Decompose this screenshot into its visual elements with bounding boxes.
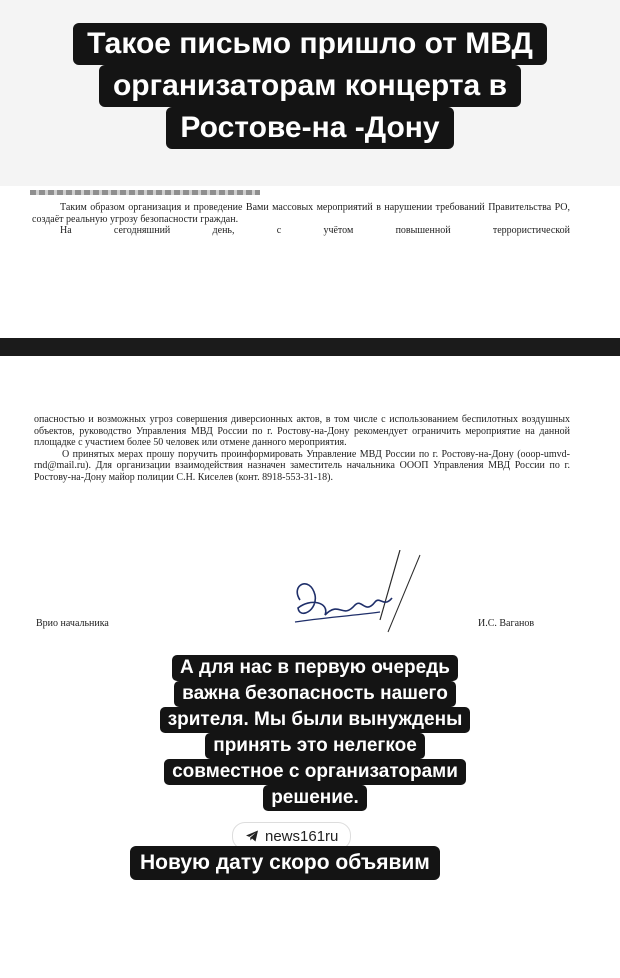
message-caption: [130, 655, 500, 811]
message-caption-line: совместное с организаторами: [164, 759, 466, 785]
message-caption-line: решение.: [263, 785, 367, 811]
signer-name: И.С. Ваганов: [478, 618, 535, 629]
divider-bar: [0, 338, 620, 356]
letter-paragraph: На сегодняшний день, с учётом повышенной террористической: [60, 225, 570, 237]
letter-text-block: [32, 202, 570, 237]
signer-title: Врио начальника: [36, 618, 109, 629]
message-caption-line: А для нас в первую очередь: [172, 655, 458, 681]
letter-paragraph: О принятых мерах прошу поручить проинформировать Управление МВД России по г. Ростову-на-Дону (ooop-umvd-rnd@mail.ru). Для организации взаимодействия назначен заместитель начальника ОООП Управления МВД России по г. Ростову-на-Дону майор полиции С.Н. Киселев (конт. 8918-553-31-18).: [34, 448, 570, 483]
cropped-text-line: [30, 190, 260, 195]
letter-paragraph: опасностью и возможных угроз совершения диверсионных актов, в том числе с использованием беспилотных воздушных объектов, руководство Управления МВД России по г. Ростову-на-Дону рекомендует ограничить мероприятие на данной площадке с участием более 50 человек или отмене данного мероприятия.: [34, 414, 570, 449]
title-caption-line: Такое письмо пришло от МВД: [73, 23, 547, 65]
message-caption-line: зрителя. Мы были вынуждены: [160, 707, 471, 733]
title-caption: [36, 16, 584, 156]
message-caption-line: принять это нелегкое: [205, 733, 425, 759]
message-caption-line: важна безопасность нашего: [174, 681, 456, 707]
source-label: news161ru: [265, 827, 339, 845]
title-caption-line: организаторам концерта в: [99, 65, 521, 107]
letter-paragraph: Таким образом организация и проведение Вами массовых мероприятий в нарушении требований Правительства РО, создаёт реальную угрозу безопасности граждан.: [32, 202, 570, 225]
telegram-icon: [245, 829, 259, 843]
handwritten-signature: [280, 550, 450, 640]
date-caption: Новую дату скоро объявим: [130, 846, 440, 880]
letter-fragment-top: [0, 186, 620, 338]
title-caption-line: Ростове-на -Дону: [166, 107, 453, 149]
letter-text-block: [34, 414, 570, 484]
